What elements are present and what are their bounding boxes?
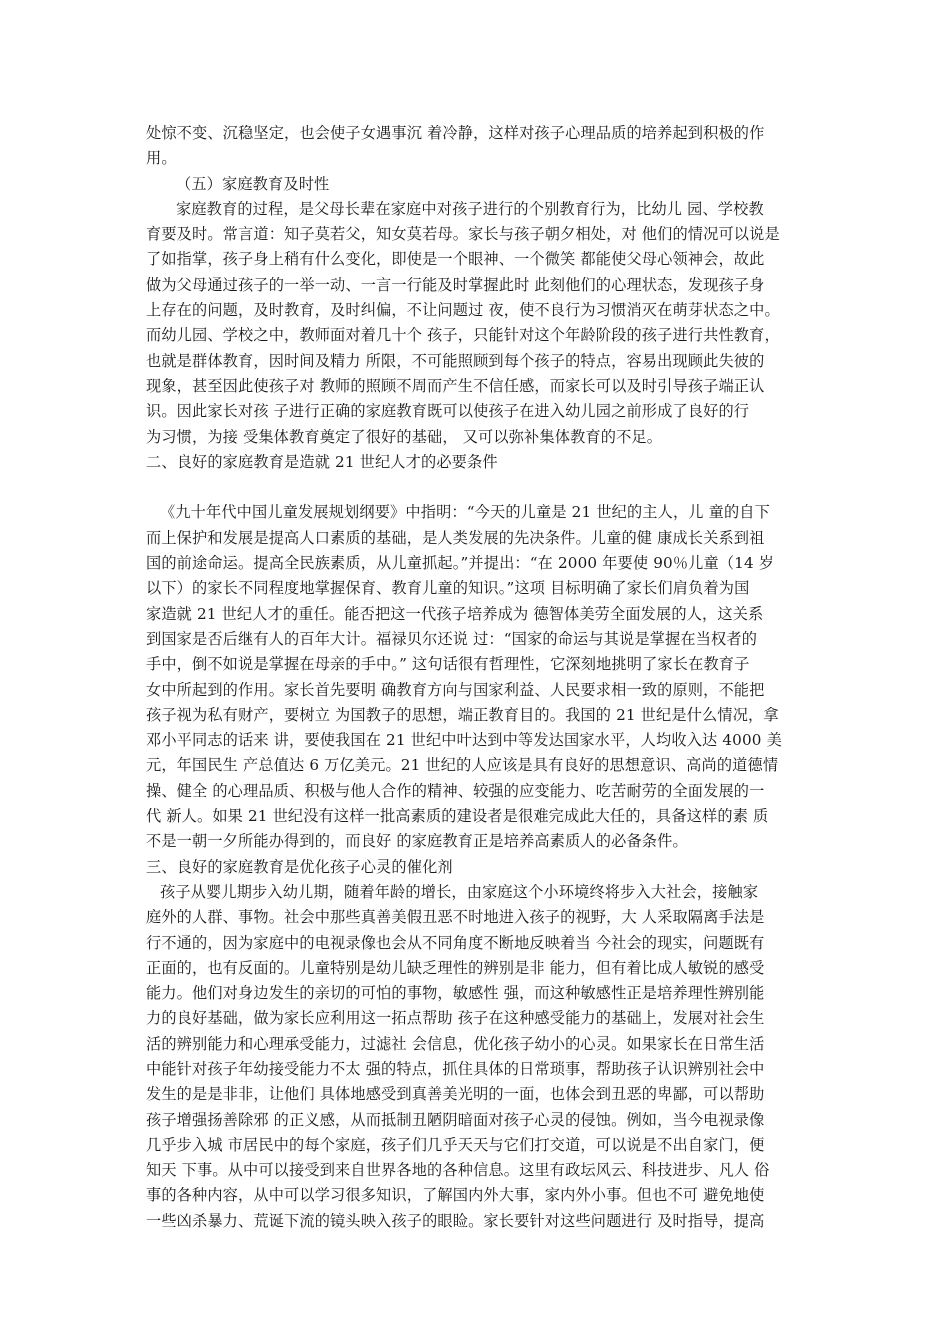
text-line: 行不通的，因为家庭中的电视录像也会从不同角度不断地反映着当 今社会的现实，问题既有 xyxy=(146,933,765,952)
paragraph-section-two xyxy=(146,500,811,854)
text-line: 事的各种内容，从中可以学习很多知识，了解国内外大事，家内外小事。但也不可 避免地使 xyxy=(146,1186,765,1205)
text-line: 女中所起到的作用。家长首先要明 确教育方向与国家利益、人民要求相一致的原则，不能把 xyxy=(146,680,765,699)
text-line: 而上保护和发展是提高人口素质的基础，是人类发展的先决条件。儿童的健 康成长关系到祖 xyxy=(146,528,765,547)
sub-heading-five: （五）家庭教育及时性 xyxy=(176,174,330,193)
text-line: 国的前途命运。提高全民族素质，从儿童抓起。”并提出：“在 2000 年要使 90％儿童（14 岁 xyxy=(146,554,775,573)
text-line: 到国家是否后继有人的百年大计。福禄贝尔还说 过：“国家的命运与其说是掌握在当权者的 xyxy=(146,629,758,648)
document-body xyxy=(146,121,811,1234)
text-line: 家造就 21 世纪人才的重任。能否把这一代孩子培养成为 德智体美劳全面发展的人，这关系 xyxy=(146,604,764,623)
text-line: 用。 xyxy=(146,149,177,168)
text-line: 为习惯，为接 受集体教育奠定了很好的基础， 又可以弥补集体教育的不足。 xyxy=(146,427,663,446)
text-line: 上存在的问题，及时教育，及时纠偏，不让问题过 夜，使不良行为习惯消灭在萌芽状态之中。 xyxy=(146,301,780,320)
text-line: 育要及时。常言道：知子莫若父，知女莫若母。家长与孩子朝夕相处，对 他们的情况可以说是 xyxy=(146,225,780,244)
text-line: 做为父母通过孩子的一举一动、一言一行能及时掌握此时 此刻他们的心理状态，发现孩子身 xyxy=(146,275,765,294)
text-line: 能力。他们对身边发生的亲切的可怕的事物，敏感性 强，而这种敏感性正是培养理性辨别能 xyxy=(146,984,765,1003)
text-line: 《九十年代中国儿童发展规划纲要》中指明：“今天的儿童是 21 世纪的主人，儿 童的自下 xyxy=(160,503,770,522)
section-heading-two: 二、良好的家庭教育是造就 21 世纪人才的必要条件 xyxy=(146,452,498,471)
text-line: 识。因此家长对孩 子进行正确的家庭教育既可以使孩子在进入幼儿园之前形成了良好的行 xyxy=(146,402,750,421)
text-line: 正面的，也有反面的。儿童特别是幼儿缺乏理性的辨别是非 能力，但有着比成人敏锐的感受 xyxy=(146,958,765,977)
text-line: 一些凶杀暴力、荒诞下流的镜头映入孩子的眼睑。家长要针对这些问题进行 及时指导，提高 xyxy=(146,1211,765,1230)
text-line: 孩子视为私有财产，要树立 为国教子的思想，端正教育目的。我国的 21 世纪是什么情况，拿 xyxy=(146,705,779,724)
text-line: 而幼儿园、学校之中，教师面对着几十个 孩子，只能针对这个年龄阶段的孩子进行共性教育， xyxy=(146,326,780,345)
text-line: 也就是群体教育，因时间及精力 所限，不可能照顾到每个孩子的特点，容易出现顾此失彼的 xyxy=(146,351,765,370)
text-line: 邓小平同志的话来 讲，要使我国在 21 世纪中叶达到中等发达国家水平，人均收入达 4000 美 xyxy=(146,731,782,750)
text-line: 孩子增强扬善除邪 的正义感，从而抵制丑陋阴暗面对孩子心灵的侵蚀。例如，当今电视录像 xyxy=(146,1110,765,1129)
text-line: 以下）的家长不同程度地掌握保育、教育儿童的知识。”这项 目标明确了家长们肩负着为国 xyxy=(146,579,750,598)
text-line: 操、健全 的心理品质、积极与他人合作的精神、较强的应变能力、吃苦耐劳的全面发展的一 xyxy=(146,781,765,800)
text-line: 现象，甚至因此使孩子对 教师的照顾不周而产生不信任感，而家长可以及时引导孩子端正认 xyxy=(146,376,765,395)
text-line: 发生的是是非非，让他们 具体地感受到真善美光明的一面，也体会到丑恶的卑鄙，可以帮助 xyxy=(146,1085,765,1104)
text-line: 不是一朝一夕所能办得到的，而良好 的家庭教育正是培养高素质人的必备条件。 xyxy=(146,832,688,851)
text-line: 元，年国民生 产总值达 6 万亿美元。21 世纪的人应该是具有良好的思想意识、高尚的道德情 xyxy=(146,756,779,775)
text-line: 力的良好基础，做为家长应利用这一拓点帮助 孩子在这种感受能力的基础上，发展对社会生 xyxy=(146,1009,765,1028)
text-line: 手中，倒不如说是掌握在母亲的手中。” 这句话很有哲理性，它深刻地挑明了家长在教育子 xyxy=(146,655,750,674)
text-line: 处惊不变、沉稳坚定，也会使子女遇事沉 着冷静，这样对孩子心理品质的培养起到积极的作 xyxy=(146,124,765,142)
text-line: 几乎步入城 市居民中的每个家庭，孩子们几乎天天与它们打交道，可以说是不出自家门，便 xyxy=(146,1135,765,1154)
paragraph-timeliness xyxy=(146,197,811,450)
blank-line xyxy=(146,475,811,500)
paragraph-intro xyxy=(146,121,811,172)
text-line: 知天 下事。从中可以接受到来自世界各地的各种信息。这里有政坛风云、科技进步、凡人 俗 xyxy=(146,1161,770,1180)
section-heading-three: 三、良好的家庭教育是优化孩子心灵的催化剂 xyxy=(146,857,453,876)
text-line: 庭外的人群、事物。社会中那些真善美假丑恶不时地进入孩子的视野，大 人采取隔离手法是 xyxy=(146,908,765,927)
text-line: 代 新人。如果 21 世纪没有这样一批高素质的建设者是很难完成此大任的，具备这样的素 质 xyxy=(146,807,769,826)
text-line: 了如指掌，孩子身上稍有什么变化，即使是一个眼神、一个微笑 都能使父母心领神会，故此 xyxy=(146,250,765,269)
text-line: 活的辨别能力和心理承受能力，过滤社 会信息，优化孩子幼小的心灵。如果家长在日常生活 xyxy=(146,1034,765,1053)
text-line: 家庭教育的过程，是父母长辈在家庭中对孩子进行的个别教育行为，比幼儿 园、学校教 xyxy=(176,199,764,218)
text-line: 孩子从婴儿期步入幼儿期，随着年龄的增长，由家庭这个小环境终将步入大社会，接触家 xyxy=(160,882,759,901)
text-line: 中能针对孩子年幼接受能力不太 强的特点，抓住具体的日常琐事，帮助孩子认识辨别社会中 xyxy=(146,1059,765,1078)
paragraph-section-three xyxy=(146,880,811,1234)
